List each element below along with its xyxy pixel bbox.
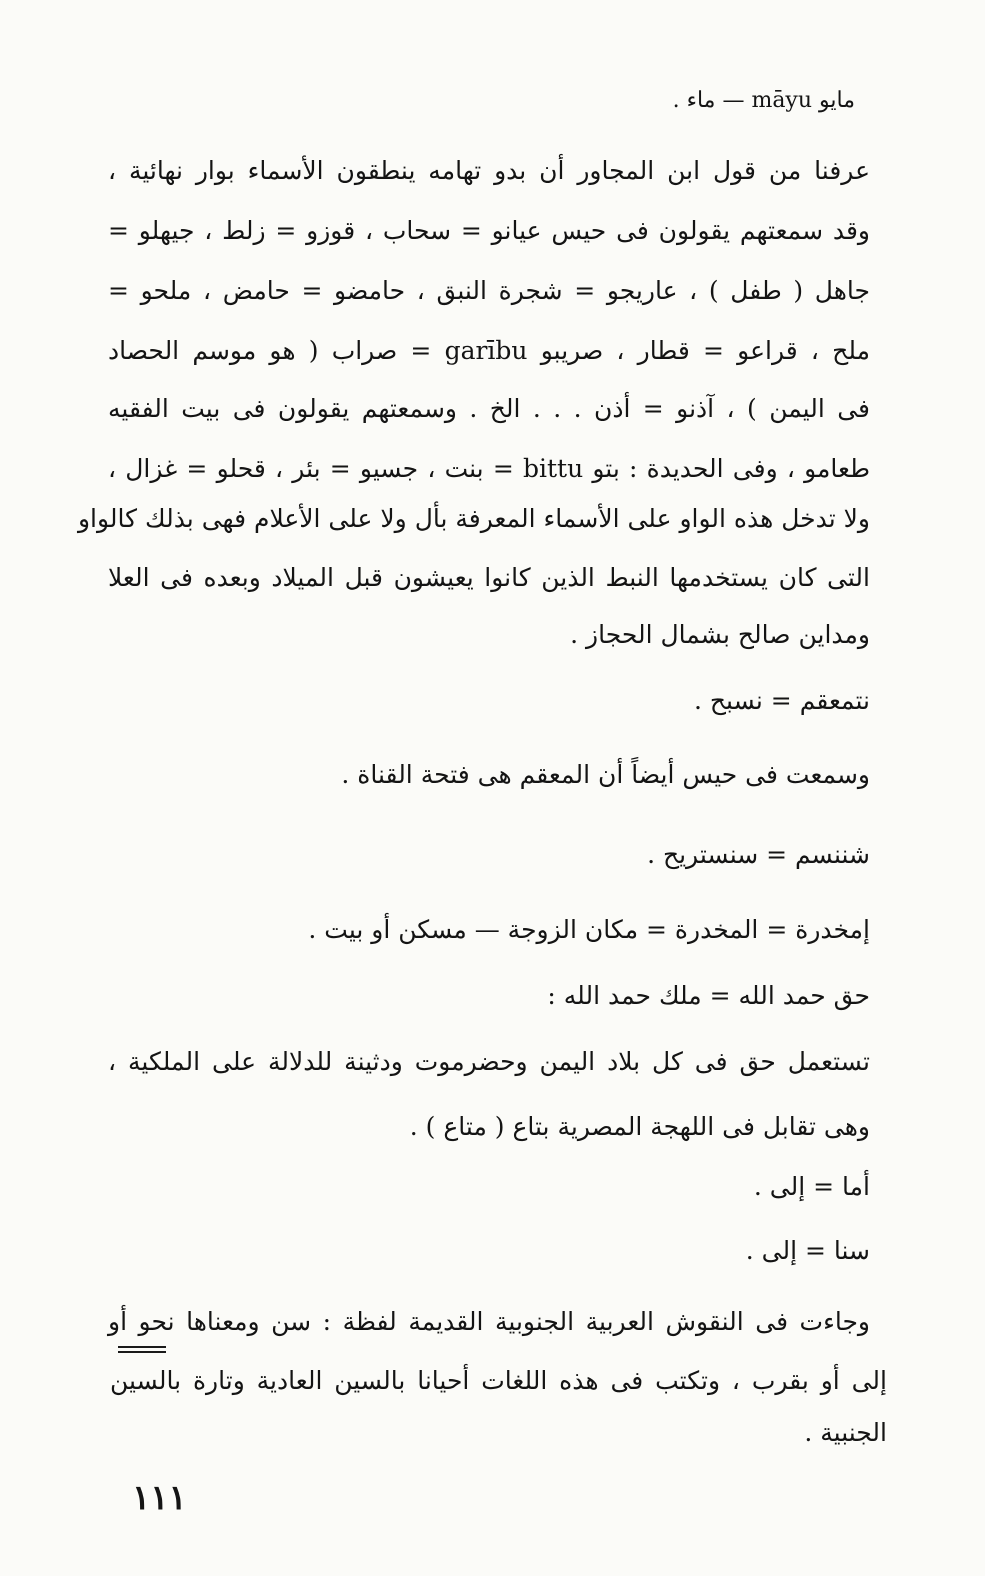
page-number: ١١١ [132,1478,187,1518]
text-line-15: حق حمد الله = ملك حمد الله : [547,981,870,1010]
text-line-6: فى اليمن ) ، آذنو = أذن . . . الخ . وسمعتهم يقولون فى بيت الفقيه [108,394,870,423]
text-line-21: إلى أو بقرب ، وتكتب فى هذه اللغات أحيانا بالسين العادية وتارة بالسين [110,1366,887,1395]
text-line-16: تستعمل حق فى كل بلاد اليمن وحضرموت ودثينة للدلالة على الملكية ، [108,1047,870,1076]
text-line-17: وهى تقابل فى اللهجة المصرية بتاع ( متاع ) . [409,1112,870,1141]
text-line-4: جاهل ( طفل ) ، عاريجو = شجرة النبق ، حامضو = حامض ، ملحو = [108,276,870,305]
text-line-11: نتمعقم = نسبح . [694,686,870,715]
text-line-2: عرفنا من قول ابن المجاور أن بدو تهامه ينطقون الأسماء بوار نهائية ، [108,156,870,185]
text-line-8: ولا تدخل هذه الواو على الأسماء المعرفة بأل ولا على الأعلام فهى بذلك كالواو [77,504,870,533]
text-line-3: وقد سمعتهم يقولون فى حيس عيانو = سحاب ، قوزو = زلط ، جيهلو = [108,216,870,245]
text-line-10: ومداين صالح بشمال الحجاز . [570,620,870,649]
text-line-1: مايو māyu — ماء . [672,88,855,113]
underline-mark [118,1346,166,1356]
text-line-7: طعامو ، وفى الحديدة : بتو bittu = بنت ، جسيو = بئر ، قحلو = غزال ، [108,454,870,483]
text-line-18: أما = إلى . [753,1172,870,1201]
text-line-5: ملح ، قراعو = قطار ، صريبو garību = صراب ( هو موسم الحصاد [108,336,870,365]
text-line-12: وسمعت فى حيس أيضاً أن المعقم هى فتحة القناة . [341,760,870,789]
text-line-14: إمخدرة = المخدرة = مكان الزوجة — مسكن أو بيت . [308,915,870,944]
text-line-9: التى كان يستخدمها النبط الذين كانوا يعيشون قبل الميلاد وبعده فى العلا [108,563,870,592]
text-line-19: سنا = إلى . [745,1236,870,1265]
text-line-13: شننسم = سنستريح . [647,840,870,869]
text-line-22: الجنبية . [804,1418,887,1447]
text-line-20: وجاءت فى النقوش العربية الجنوبية القديمة لفظة : سن ومعناها نحو أو [108,1307,870,1336]
